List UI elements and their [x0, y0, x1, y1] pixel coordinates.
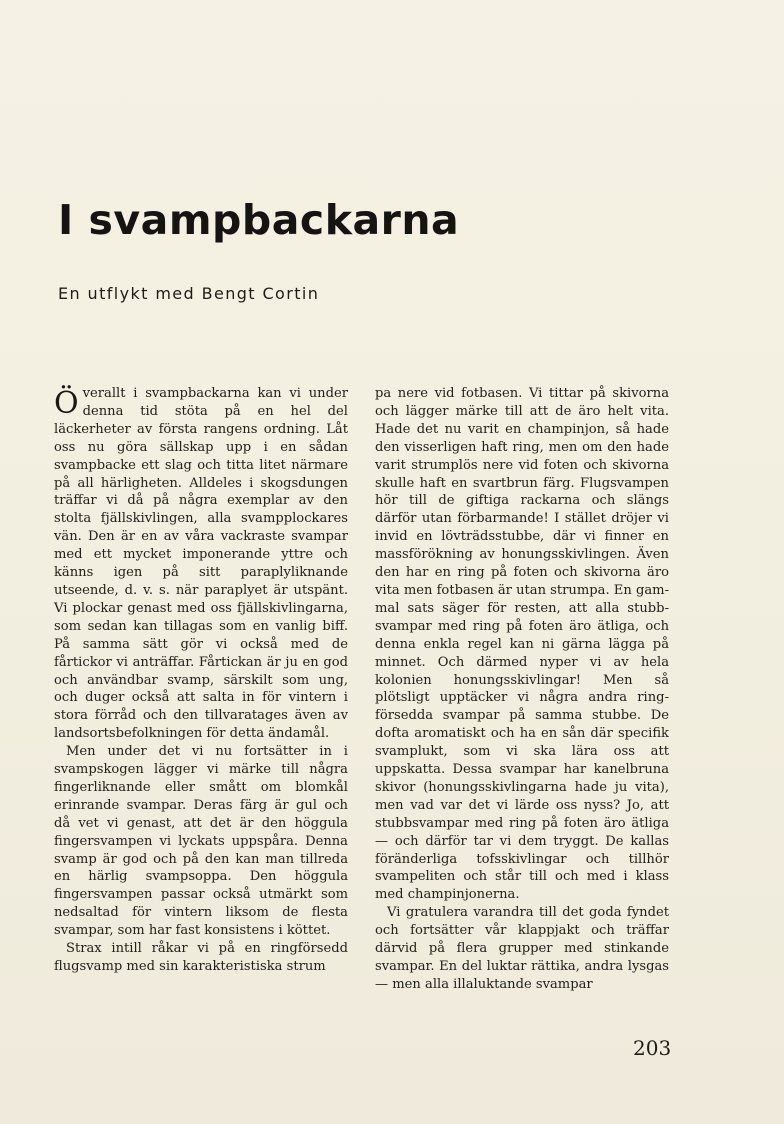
paragraph-1: [54, 385, 348, 743]
paragraph-1-text: verallt i svampbackarna kan vi under denna tid stöta på en hel del läckerheter av första rangens ordning. Låt oss nu göra sällskap upp i en sådan svampbacke ett slag och titta litet närmare på all härligheten. Alldeles i skogsdungen träffar vi då på några exemplar av den stolta fjällskivlingen, alla svampplockares vän. Den är en av våra vackraste svampar med ett mycket imponerande yttre och känns igen på sitt paraplyliknande utseende, d. v. s. när paraplyet är utspänt. Vi plockar genast med oss fjällskivlingarna, som sedan kan tillagas som en vanlig biff. På samma sätt gör vi också med de fårtickor vi anträffar. Fårtickan är ju en god och användbar svamp, särskilt som ung, och duger också att salta in för vintern i stora förråd och den tillvaratages även av landsortsbefolkningen för detta ändamål.: [54, 386, 348, 742]
article-byline: En utflykt med Bengt Cortin: [58, 284, 320, 303]
drop-cap: Ö: [54, 386, 79, 421]
left-text-column: [54, 385, 348, 976]
paragraph-3: Strax intill råkar vi på en ringförsedd flugsvamp med sin karakteristiska strum: [54, 941, 348, 974]
paragraph-4: Vi gratulera varandra till det goda fyndet och fortsätter vår klappjakt och träffar därvid på flera grupper med stinkande svampar. En del luktar rättika, andra lysgas — men alla illaluktande svampar: [375, 905, 669, 992]
page-number: 203: [633, 1036, 672, 1060]
paragraph-3-continued: pa nere vid fotbasen. Vi tittar på skivorna och lägger märke till att de äro helt vita. Hade det nu varit en champinjon, så hade den visserligen haft ring, men om den hade varit strumplös nere vid foten och skivorna skulle haft en svartbrun färg. Flugsvampen hör till de giftiga rackarna och slängs därför utan förbarmande! I stället dröjer vi invid en lövträdsstubbe, där vi finner en massförökning av honungsskivlingen. Även den har en ring på foten och skivorna äro vita men fotbasen är utan strumpa. En gammal sats säger för resten, att alla stubbsvampar med ring på foten äro ätliga, och denna enkla regel kan ni gärna lägga på minnet. Och därmed nyper vi av hela kolonien honungsskivlingar! Men så plötsligt upptäcker vi några andra ringförsedda svampar på samma stubbe. De dofta aromatiskt och ha en sån där specifik svamplukt, som vi ska lära oss att uppskatta. Dessa svampar har kanelbruna skivor (honungsskivlingarna hade ju vita), men vad var det vi lärde oss nyss? Jo, att stubbsvampar med ring på foten äro ätliga — och därför tar vi dem tryggt. De kallas föränderliga tofsskivlingar och tillhör svampeliten och står till och med i klass med champinjonerna.: [375, 386, 669, 903]
article-title: I svampbackarna: [58, 196, 460, 244]
paragraph-2: Men under det vi nu fortsätter in i svampskogen lägger vi märke till några fingerliknande eller smått om blomkål erinrande svampar. Deras färg är gul och då vet vi genast, att det är den höggula fingersvampen vi lyckats uppspåra. Denna svamp är god och på den kan man tillreda en härlig svampsoppa. Den höggula fingersvampen passar också utmärkt som nedsaltad för vintern liksom de flesta svampar, som har fast konsistens i köttet.: [54, 744, 348, 939]
right-text-column: [375, 385, 669, 994]
